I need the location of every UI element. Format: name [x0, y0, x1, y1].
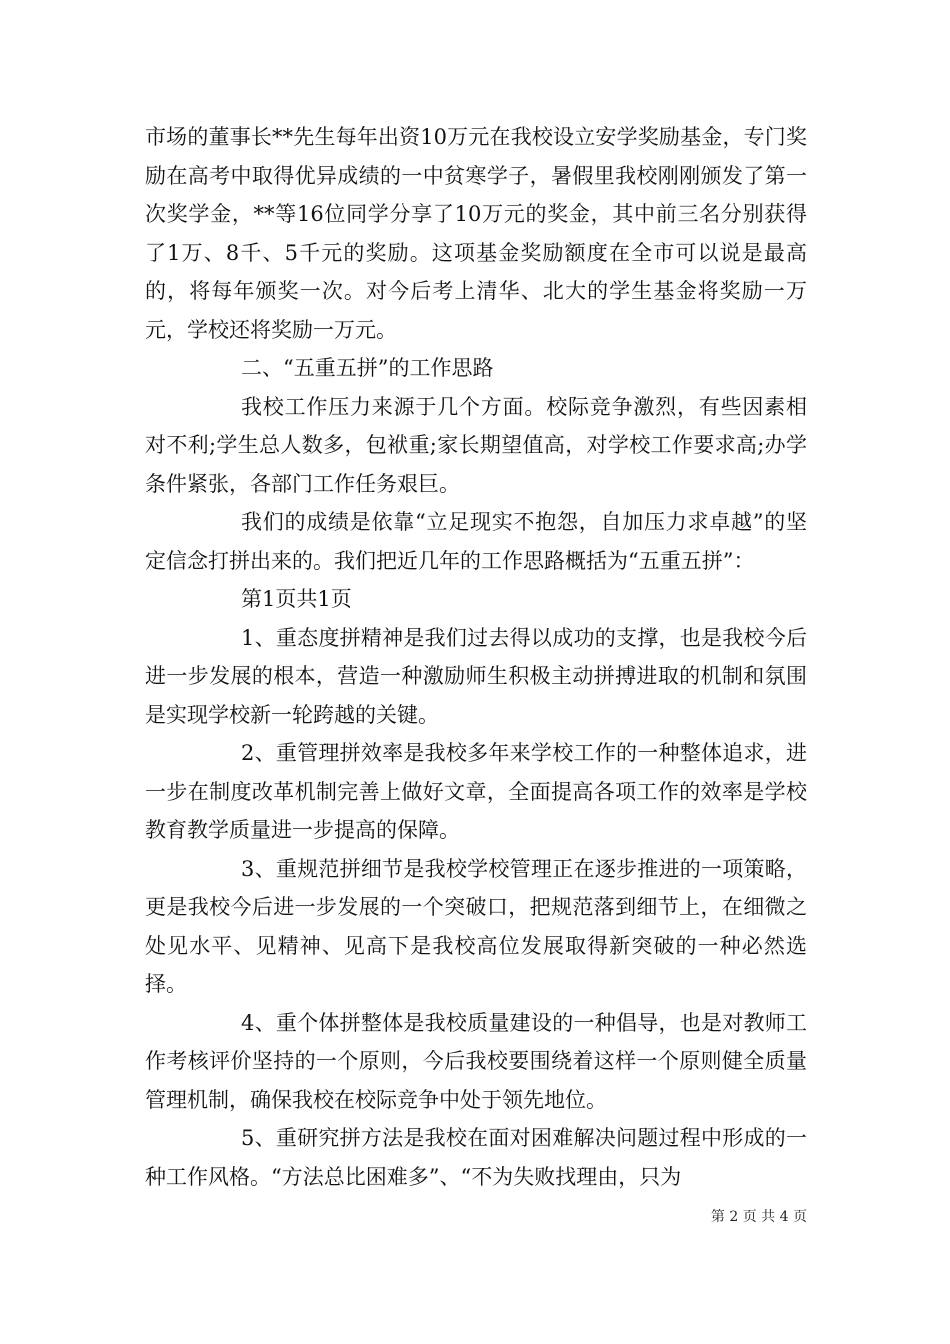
list-item-1: 1、重态度拼精神是我们过去得以成功的支撑，也是我校今后进一步发展的根本，营造一种激励师生积极主动拼搏进取的机制和氛围是实现学校新一轮跨越的关键。 — [145, 625, 807, 727]
list-item-4: 4、重个体拼整体是我校质量建设的一种倡导，也是对教师工作考核评价坚持的一个原则，今后我校要围绕着这样一个原则健全质量管理机制，确保我校在校际竞争中处于领先地位。 — [145, 1010, 807, 1112]
page-footer: 第 2 页 共 4 页 — [710, 1209, 807, 1225]
paragraph-achievement: 我们的成绩是依靠“立足现实不抱怨，自加压力求卓越”的坚定信念打拼出来的。我们把近几年的工作思路概括为“五重五拼”： — [145, 510, 807, 573]
inline-page-marker: 第1页共1页 — [241, 587, 352, 611]
paragraph-scholarship: 市场的董事长**先生每年出资10万元在我校设立安学奖励基金，专门奖励在高考中取得优异成绩的一中贫寒学子，暑假里我校刚刚颁发了第一次奖学金，**等16位同学分享了10万元的奖金，其中前三名分别获得了1万、8千、5千元的奖励。这项基金奖励额度在全市可以说是最高的，将每年颁奖一次。对今后考上清华、北大的学生基金将奖励一万元，学校还将奖励一万元。 — [145, 125, 807, 342]
list-item-2: 2、重管理拼效率是我校多年来学校工作的一种整体追求，进一步在制度改革机制完善上做好文章，全面提高各项工作的效率是学校教育教学质量进一步提高的保障。 — [145, 741, 807, 842]
list-item-3: 3、重规范拼细节是我校学校管理正在逐步推进的一项策略，更是我校今后进一步发展的一个突破口，把规范落到细节上，在细微之处见水平、见精神、见高下是我校高位发展取得新突破的一种必然选择。 — [145, 856, 807, 996]
paragraph-pressure: 我校工作压力来源于几个方面。校际竞争激烈，有些因素相对不利;学生总人数多，包袱重;家长期望值高，对学校工作要求高;办学条件紧张，各部门工作任务艰巨。 — [145, 394, 807, 496]
section-heading: 二、“五重五拼”的工作思路 — [241, 356, 494, 380]
list-item-5: 5、重研究拼方法是我校在面对困难解决问题过程中形成的一种工作风格。“方法总比困难多”、“不为失败找理由，只为 — [145, 1126, 807, 1189]
document-body — [145, 118, 807, 1196]
